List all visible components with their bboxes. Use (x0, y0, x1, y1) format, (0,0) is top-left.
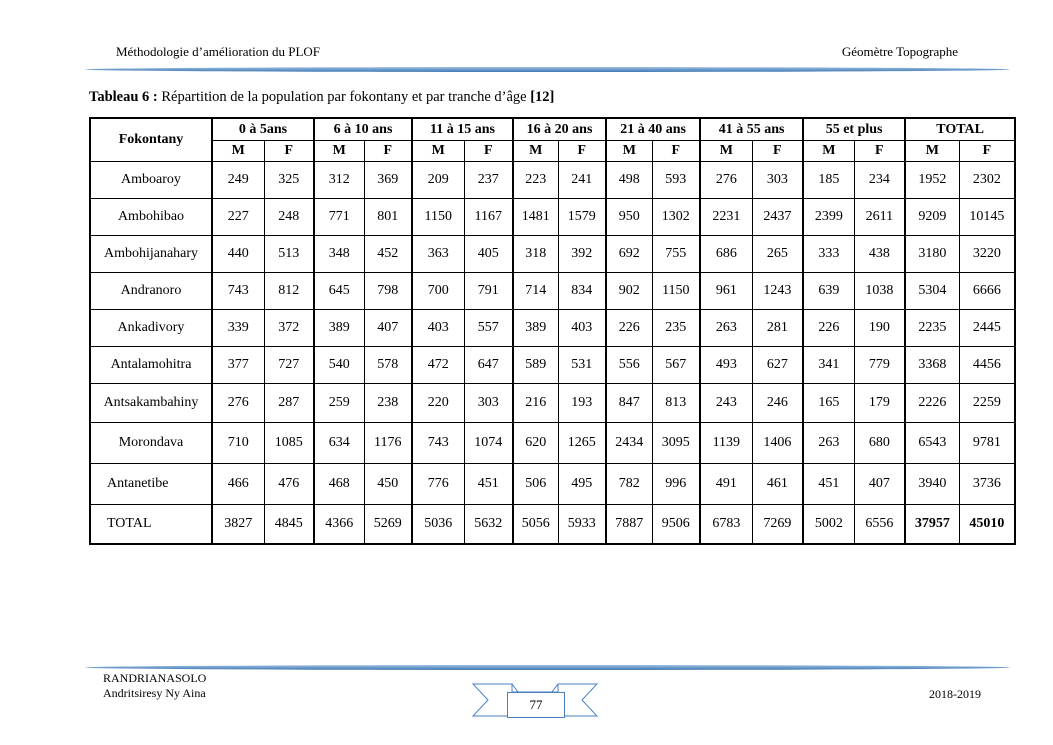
fokontany-name: Morondava (90, 423, 212, 464)
value-cell: 961 (700, 273, 752, 310)
value-cell: 589 (513, 347, 558, 384)
value-cell: 190 (854, 310, 905, 347)
value-cell: 303 (464, 384, 513, 423)
value-cell: 389 (513, 310, 558, 347)
value-cell: 491 (700, 464, 752, 505)
fokontany-name: Antalamohitra (90, 347, 212, 384)
value-cell: 2434 (606, 423, 652, 464)
group-header: 41 à 55 ans (700, 118, 803, 141)
value-cell: 743 (212, 273, 264, 310)
value-cell: 593 (652, 162, 700, 199)
value-cell: 246 (752, 384, 803, 423)
value-cell: 495 (558, 464, 606, 505)
value-cell: 281 (752, 310, 803, 347)
value-cell: 4845 (264, 505, 314, 545)
page-number: 77 (507, 692, 565, 718)
value-cell: 468 (314, 464, 364, 505)
value-cell: 5056 (513, 505, 558, 545)
sub-header-m: M (513, 141, 558, 162)
value-cell: 531 (558, 347, 606, 384)
sub-header-f: F (854, 141, 905, 162)
value-cell: 407 (854, 464, 905, 505)
sub-header-f: F (959, 141, 1015, 162)
table-row (90, 310, 1015, 347)
value-cell: 407 (364, 310, 412, 347)
value-cell: 812 (264, 273, 314, 310)
caption-reference: [12] (530, 89, 555, 105)
value-cell: 755 (652, 236, 700, 273)
value-cell: 276 (212, 384, 264, 423)
value-cell: 333 (803, 236, 854, 273)
group-header: 21 à 40 ans (606, 118, 700, 141)
value-cell: 556 (606, 347, 652, 384)
value-cell: 2231 (700, 199, 752, 236)
value-cell: 303 (752, 162, 803, 199)
sub-header-m: M (212, 141, 264, 162)
value-cell: 813 (652, 384, 700, 423)
value-cell: 498 (606, 162, 652, 199)
value-cell: 5269 (364, 505, 412, 545)
value-cell: 2611 (854, 199, 905, 236)
value-cell: 5304 (905, 273, 959, 310)
value-cell: 5002 (803, 505, 854, 545)
footer-rule (85, 665, 1010, 670)
value-cell: 950 (606, 199, 652, 236)
table-row (90, 384, 1015, 423)
value-cell: 226 (606, 310, 652, 347)
fokontany-name: Antanetibe (90, 464, 212, 505)
sub-header-m: M (606, 141, 652, 162)
caption-label: Tableau 6 : (89, 89, 158, 105)
value-cell: 776 (412, 464, 464, 505)
value-cell: 3180 (905, 236, 959, 273)
table-body (90, 162, 1015, 545)
value-cell: 377 (212, 347, 264, 384)
sub-header-m: M (803, 141, 854, 162)
value-cell: 238 (364, 384, 412, 423)
value-cell: 1038 (854, 273, 905, 310)
value-cell: 2302 (959, 162, 1015, 199)
value-cell: 5632 (464, 505, 513, 545)
value-cell: 389 (314, 310, 364, 347)
value-cell: 226 (803, 310, 854, 347)
value-cell: 440 (212, 236, 264, 273)
value-cell: 2437 (752, 199, 803, 236)
value-cell: 847 (606, 384, 652, 423)
header-row-sex (90, 141, 1015, 162)
value-cell: 620 (513, 423, 558, 464)
value-cell: 405 (464, 236, 513, 273)
value-cell: 263 (803, 423, 854, 464)
value-cell: 3736 (959, 464, 1015, 505)
value-cell: 452 (364, 236, 412, 273)
value-cell: 276 (700, 162, 752, 199)
sub-header-m: M (314, 141, 364, 162)
value-cell: 216 (513, 384, 558, 423)
value-cell: 10145 (959, 199, 1015, 236)
value-cell: 193 (558, 384, 606, 423)
value-cell: 2445 (959, 310, 1015, 347)
value-cell: 451 (464, 464, 513, 505)
table-row (90, 347, 1015, 384)
value-cell: 372 (264, 310, 314, 347)
value-cell: 1167 (464, 199, 513, 236)
value-cell: 714 (513, 273, 558, 310)
value-cell: 249 (212, 162, 264, 199)
value-cell: 220 (412, 384, 464, 423)
value-cell: 3368 (905, 347, 959, 384)
value-cell: 902 (606, 273, 652, 310)
value-cell: 834 (558, 273, 606, 310)
value-cell: 9209 (905, 199, 959, 236)
fokontany-header: Fokontany (90, 118, 212, 162)
group-header: TOTAL (905, 118, 1015, 141)
value-cell: 645 (314, 273, 364, 310)
value-cell: 801 (364, 199, 412, 236)
value-cell: 9506 (652, 505, 700, 545)
academic-year: 2018-2019 (929, 687, 981, 701)
value-cell: 2235 (905, 310, 959, 347)
value-cell: 1265 (558, 423, 606, 464)
value-cell: 392 (558, 236, 606, 273)
value-cell: 779 (854, 347, 905, 384)
value-cell: 403 (412, 310, 464, 347)
value-cell: 6543 (905, 423, 959, 464)
value-cell: 450 (364, 464, 412, 505)
total-label: TOTAL (90, 505, 212, 545)
value-cell: 451 (803, 464, 854, 505)
value-cell: 727 (264, 347, 314, 384)
value-cell: 348 (314, 236, 364, 273)
value-cell: 634 (314, 423, 364, 464)
fokontany-name: Andranoro (90, 273, 212, 310)
value-cell: 647 (464, 347, 513, 384)
value-cell: 339 (212, 310, 264, 347)
value-cell: 37957 (905, 505, 959, 545)
value-cell: 259 (314, 384, 364, 423)
value-cell: 235 (652, 310, 700, 347)
group-header: 6 à 10 ans (314, 118, 412, 141)
value-cell: 506 (513, 464, 558, 505)
table-row (90, 423, 1015, 464)
value-cell: 1406 (752, 423, 803, 464)
value-cell: 312 (314, 162, 364, 199)
value-cell: 5036 (412, 505, 464, 545)
running-header-department: Géomètre Topographe (841, 44, 958, 59)
value-cell: 341 (803, 347, 854, 384)
value-cell: 791 (464, 273, 513, 310)
value-cell: 461 (752, 464, 803, 505)
group-header: 0 à 5ans (212, 118, 314, 141)
value-cell: 466 (212, 464, 264, 505)
value-cell: 1952 (905, 162, 959, 199)
value-cell: 2226 (905, 384, 959, 423)
value-cell: 578 (364, 347, 412, 384)
value-cell: 1074 (464, 423, 513, 464)
group-header: 11 à 15 ans (412, 118, 513, 141)
value-cell: 3095 (652, 423, 700, 464)
value-cell: 1243 (752, 273, 803, 310)
sub-header-f: F (264, 141, 314, 162)
value-cell: 557 (464, 310, 513, 347)
value-cell: 743 (412, 423, 464, 464)
value-cell: 1176 (364, 423, 412, 464)
value-cell: 771 (314, 199, 364, 236)
value-cell: 680 (854, 423, 905, 464)
author-surname: RANDRIANASOLO (103, 671, 207, 685)
value-cell: 1139 (700, 423, 752, 464)
population-table (89, 117, 1016, 545)
value-cell: 476 (264, 464, 314, 505)
value-cell: 3220 (959, 236, 1015, 273)
value-cell: 223 (513, 162, 558, 199)
group-header: 16 à 20 ans (513, 118, 606, 141)
value-cell: 227 (212, 199, 264, 236)
sub-header-f: F (464, 141, 513, 162)
value-cell: 3940 (905, 464, 959, 505)
sub-header-m: M (700, 141, 752, 162)
header-row-groups (90, 118, 1015, 141)
value-cell: 3827 (212, 505, 264, 545)
value-cell: 540 (314, 347, 364, 384)
sub-header-m: M (905, 141, 959, 162)
sub-header-f: F (558, 141, 606, 162)
value-cell: 686 (700, 236, 752, 273)
value-cell: 472 (412, 347, 464, 384)
table-row (90, 236, 1015, 273)
value-cell: 363 (412, 236, 464, 273)
value-cell: 209 (412, 162, 464, 199)
value-cell: 710 (212, 423, 264, 464)
fokontany-name: Amboaroy (90, 162, 212, 199)
value-cell: 243 (700, 384, 752, 423)
value-cell: 700 (412, 273, 464, 310)
value-cell: 438 (854, 236, 905, 273)
value-cell: 996 (652, 464, 700, 505)
value-cell: 5933 (558, 505, 606, 545)
header-rule (85, 67, 1010, 72)
caption-text: Répartition de la population par fokontany et par tranche d’âge (157, 89, 531, 105)
value-cell: 1302 (652, 199, 700, 236)
value-cell: 6556 (854, 505, 905, 545)
sub-header-m: M (412, 141, 464, 162)
value-cell: 1579 (558, 199, 606, 236)
sub-header-f: F (652, 141, 700, 162)
value-cell: 237 (464, 162, 513, 199)
fokontany-name: Ambohibao (90, 199, 212, 236)
value-cell: 165 (803, 384, 854, 423)
value-cell: 1085 (264, 423, 314, 464)
value-cell: 567 (652, 347, 700, 384)
table-row (90, 162, 1015, 199)
total-row (90, 505, 1015, 545)
value-cell: 7887 (606, 505, 652, 545)
value-cell: 1150 (412, 199, 464, 236)
value-cell: 185 (803, 162, 854, 199)
fokontany-name: Antsakambahiny (90, 384, 212, 423)
table-row (90, 464, 1015, 505)
value-cell: 7269 (752, 505, 803, 545)
value-cell: 287 (264, 384, 314, 423)
value-cell: 248 (264, 199, 314, 236)
value-cell: 179 (854, 384, 905, 423)
author-given-names: Andritsiresy Ny Aina (103, 686, 206, 700)
group-header: 55 et plus (803, 118, 905, 141)
value-cell: 45010 (959, 505, 1015, 545)
fokontany-name: Ambohijanahary (90, 236, 212, 273)
value-cell: 2399 (803, 199, 854, 236)
table-row (90, 273, 1015, 310)
value-cell: 4366 (314, 505, 364, 545)
sub-header-f: F (364, 141, 412, 162)
value-cell: 241 (558, 162, 606, 199)
value-cell: 263 (700, 310, 752, 347)
value-cell: 325 (264, 162, 314, 199)
value-cell: 627 (752, 347, 803, 384)
value-cell: 692 (606, 236, 652, 273)
value-cell: 493 (700, 347, 752, 384)
sub-header-f: F (752, 141, 803, 162)
fokontany-name: Ankadivory (90, 310, 212, 347)
value-cell: 1481 (513, 199, 558, 236)
value-cell: 6783 (700, 505, 752, 545)
value-cell: 234 (854, 162, 905, 199)
value-cell: 318 (513, 236, 558, 273)
value-cell: 265 (752, 236, 803, 273)
value-cell: 513 (264, 236, 314, 273)
table-caption (89, 89, 554, 106)
value-cell: 4456 (959, 347, 1015, 384)
value-cell: 1150 (652, 273, 700, 310)
value-cell: 6666 (959, 273, 1015, 310)
running-header-title: Méthodologie d’amélioration du PLOF (116, 44, 321, 59)
value-cell: 639 (803, 273, 854, 310)
value-cell: 798 (364, 273, 412, 310)
value-cell: 369 (364, 162, 412, 199)
author-name (103, 671, 206, 701)
value-cell: 9781 (959, 423, 1015, 464)
table-row (90, 199, 1015, 236)
value-cell: 782 (606, 464, 652, 505)
value-cell: 403 (558, 310, 606, 347)
value-cell: 2259 (959, 384, 1015, 423)
